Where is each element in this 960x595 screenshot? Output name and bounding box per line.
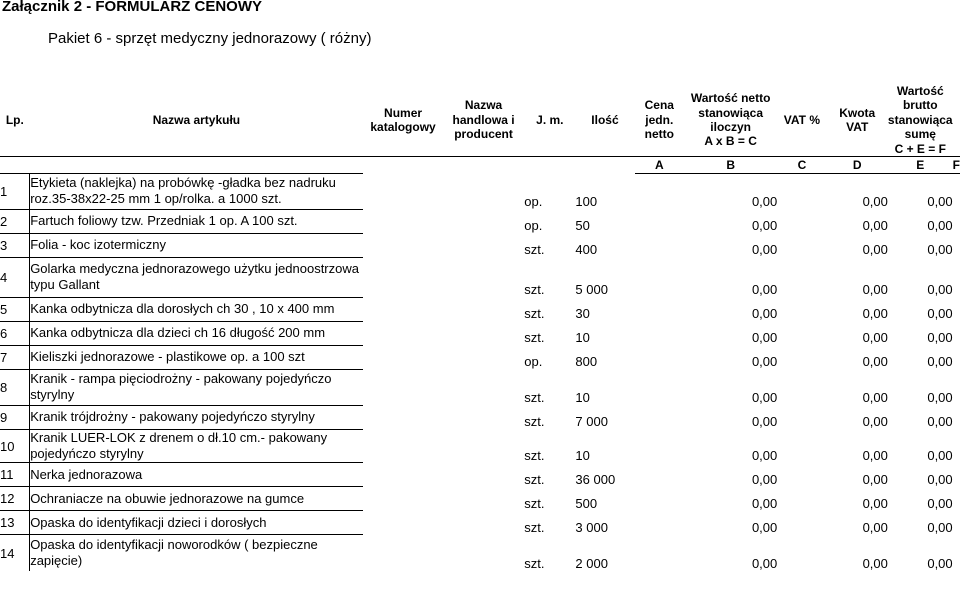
row-price [635,173,684,209]
table-row [0,369,960,405]
row-lp: 10 [0,429,30,463]
table-row [0,257,960,297]
row-unit: szt. [524,447,545,463]
row-unit: op. [524,354,543,370]
row-vat [777,511,826,535]
row-netto: 0,00 [751,471,778,487]
row-brutto: 0,00 [927,354,953,370]
row-qty: 30 [575,306,590,322]
row-vat [777,429,826,463]
row-name: Kranik - rampa pięciodrożny - pakowany pojedyńczo styrylny [30,369,364,405]
row-vat [777,463,826,487]
row-qty: 400 [575,242,598,258]
table-row [0,209,960,233]
row-name: Folia - koc izotermiczny [30,233,364,257]
row-name: Kanka odbytnicza dla dzieci ch 16 długość 200 mm [30,321,364,345]
row-price [635,209,684,233]
row-unit: op. [524,218,543,234]
row-producer [443,511,524,535]
row-lp: 3 [0,233,30,257]
row-catalog [363,405,443,429]
row-name: Kieliszki jednorazowe - plastikowe op. a 100 szt [30,345,364,369]
row-netto: 0,00 [751,218,778,234]
row-lp: 6 [0,321,30,345]
row-lp: 14 [0,535,30,571]
row-producer [443,233,524,257]
row-catalog [363,535,443,571]
row-netto: 0,00 [751,519,778,535]
row-producer [443,321,524,345]
row-lp: 1 [0,173,30,209]
row-vat [777,535,826,571]
row-qty: 10 [575,330,590,346]
row-vat-amount: 0,00 [862,414,888,430]
row-unit: szt. [524,495,545,511]
row-brutto: 0,00 [927,414,953,430]
row-catalog [363,463,443,487]
row-unit: szt. [524,390,545,406]
row-catalog [363,345,443,369]
row-lp: 12 [0,487,30,511]
row-brutto: 0,00 [927,471,953,487]
row-netto: 0,00 [751,414,778,430]
row-lp: 5 [0,297,30,321]
row-brutto: 0,00 [927,306,953,322]
row-name: Opaska do identyfikacji noworodków ( bezpieczne zapięcie) [30,535,364,571]
row-unit: szt. [524,519,545,535]
row-price [635,405,684,429]
row-name: Ochraniacze na obuwie jednorazowe na gumce [30,487,364,511]
row-unit: szt. [524,306,545,322]
row-brutto: 0,00 [927,242,953,258]
col-brutto: Wartość brutto stanowiąca sumę C + E = F [887,84,953,156]
form-title: Załącznik 2 - FORMULARZ CENOWY [2,0,263,15]
row-vat-amount: 0,00 [862,390,888,406]
row-price [635,297,684,321]
row-vat-amount: 0,00 [862,242,888,258]
row-qty: 50 [575,218,590,234]
row-vat [777,209,826,233]
col-vat: VAT % [783,112,821,127]
row-vat-amount: 0,00 [862,555,888,571]
row-producer [443,535,524,571]
row-qty: 800 [575,354,598,370]
row-lp: 2 [0,209,30,233]
table-row [0,405,960,429]
row-vat-amount: 0,00 [862,218,888,234]
price-table [0,84,960,571]
row-unit: szt. [524,330,545,346]
letter-b: B [684,156,777,173]
row-lp: 4 [0,257,30,297]
row-producer [443,463,524,487]
row-price [635,257,684,297]
row-vat [777,487,826,511]
letter-row [0,156,960,173]
row-lp: 9 [0,405,30,429]
row-qty: 5 000 [575,282,608,298]
row-vat [777,173,826,209]
letter-e: E [888,156,953,173]
row-catalog [363,257,443,297]
col-qty: Ilość [591,112,619,127]
row-vat-amount: 0,00 [862,471,888,487]
row-catalog [363,321,443,345]
row-producer [443,257,524,297]
row-brutto: 0,00 [927,495,953,511]
row-catalog [363,487,443,511]
row-vat [777,369,826,405]
letter-a: A [635,156,684,173]
row-vat [777,321,826,345]
row-netto: 0,00 [751,306,778,322]
row-brutto: 0,00 [927,218,953,234]
letter-d: D [827,156,888,173]
row-brutto: 0,00 [927,555,953,571]
row-producer [443,405,524,429]
table-row [0,321,960,345]
row-vat-amount: 0,00 [862,519,888,535]
row-vat-amount: 0,00 [862,354,888,370]
row-producer [443,369,524,405]
row-producer [443,487,524,511]
row-unit: szt. [524,471,545,487]
row-unit: op. [524,194,543,210]
row-qty: 500 [575,495,598,511]
row-vat-amount: 0,00 [862,282,888,298]
row-qty: 3 000 [575,519,608,535]
row-producer [443,297,524,321]
row-producer [443,173,524,209]
row-price [635,369,684,405]
row-vat [777,345,826,369]
letter-f: F [952,157,960,172]
table-row [0,233,960,257]
row-catalog [363,429,443,463]
row-vat [777,297,826,321]
row-unit: szt. [524,414,545,430]
row-qty: 10 [575,390,590,406]
row-vat [777,405,826,429]
row-catalog [363,369,443,405]
row-netto: 0,00 [751,447,778,463]
col-netto: Wartość netto stanowiąca iloczyn A x B = C [690,91,771,149]
row-price [635,535,684,571]
row-name: Nerka jednorazowa [30,463,364,487]
row-price [635,233,684,257]
row-netto: 0,00 [751,555,778,571]
row-qty: 36 000 [575,471,616,487]
row-catalog [363,297,443,321]
row-brutto: 0,00 [927,194,953,210]
row-qty: 2 000 [575,555,608,571]
row-price [635,321,684,345]
col-unit: J. m. [536,112,564,127]
row-unit: szt. [524,555,545,571]
row-netto: 0,00 [751,242,778,258]
row-lp: 11 [0,463,30,487]
row-price [635,429,684,463]
row-brutto: 0,00 [927,282,953,298]
row-vat [777,233,826,257]
row-catalog [363,173,443,209]
table-row [0,463,960,487]
row-vat-amount: 0,00 [862,194,888,210]
row-vat-amount: 0,00 [862,447,888,463]
row-netto: 0,00 [751,354,778,370]
row-netto: 0,00 [751,194,778,210]
row-price [635,511,684,535]
row-catalog [363,511,443,535]
row-brutto: 0,00 [927,330,953,346]
row-vat [777,257,826,297]
row-lp: 8 [0,369,30,405]
row-netto: 0,00 [751,495,778,511]
row-unit: szt. [524,282,545,298]
col-name: Nazwa artykułu [152,112,241,127]
table-row [0,173,960,209]
table-row [0,345,960,369]
col-producer: Nazwa handlowa i producent [452,98,515,142]
row-vat-amount: 0,00 [862,495,888,511]
row-qty: 7 000 [575,414,608,430]
row-name: Opaska do identyfikacji dzieci i dorosłych [30,511,364,535]
row-catalog [363,233,443,257]
row-name: Etykieta (naklejka) na probówkę -gładka bez nadruku roz.35-38x22-25 mm 1 op/rolka. a 1000 szt. [30,173,364,209]
col-price: Cena jedn. netto [644,98,674,142]
row-price [635,463,684,487]
package-subtitle: Pakiet 6 - sprzęt medyczny jednorazowy ( różny) [48,30,372,47]
table-row [0,429,960,463]
row-price [635,487,684,511]
row-brutto: 0,00 [927,447,953,463]
row-qty: 100 [575,194,598,210]
row-name: Golarka medyczna jednorazowego użytku jednoostrzowa typu Gallant [30,257,364,297]
row-producer [443,429,524,463]
row-vat-amount: 0,00 [862,330,888,346]
row-producer [443,209,524,233]
table-row [0,297,960,321]
row-catalog [363,209,443,233]
col-lp: Lp. [5,112,24,127]
row-brutto: 0,00 [927,390,953,406]
letter-c: C [777,156,826,173]
row-name: Kanka odbytnicza dla dorosłych ch 30 , 10 x 400 mm [30,297,364,321]
row-lp: 13 [0,511,30,535]
row-name: Kranik LUER-LOK z drenem o dł.10 cm.- pakowany pojedyńczo styrylny [30,429,364,463]
row-brutto: 0,00 [927,519,953,535]
col-vat-amount: Kwota VAT [839,105,876,134]
row-netto: 0,00 [751,282,778,298]
row-name: Fartuch foliowy tzw. Przedniak 1 op. A 100 szt. [30,209,364,233]
row-netto: 0,00 [751,330,778,346]
table-row [0,487,960,511]
col-catalog: Numer katalogowy [370,105,436,134]
row-lp: 7 [0,345,30,369]
row-vat-amount: 0,00 [862,306,888,322]
table-row [0,511,960,535]
row-unit: szt. [524,242,545,258]
row-netto: 0,00 [751,390,778,406]
row-name: Kranik trójdrożny - pakowany pojedyńczo styrylny [30,405,364,429]
row-qty: 10 [575,447,590,463]
column-header-row [0,84,960,156]
row-price [635,345,684,369]
table-row [0,535,960,571]
row-producer [443,345,524,369]
